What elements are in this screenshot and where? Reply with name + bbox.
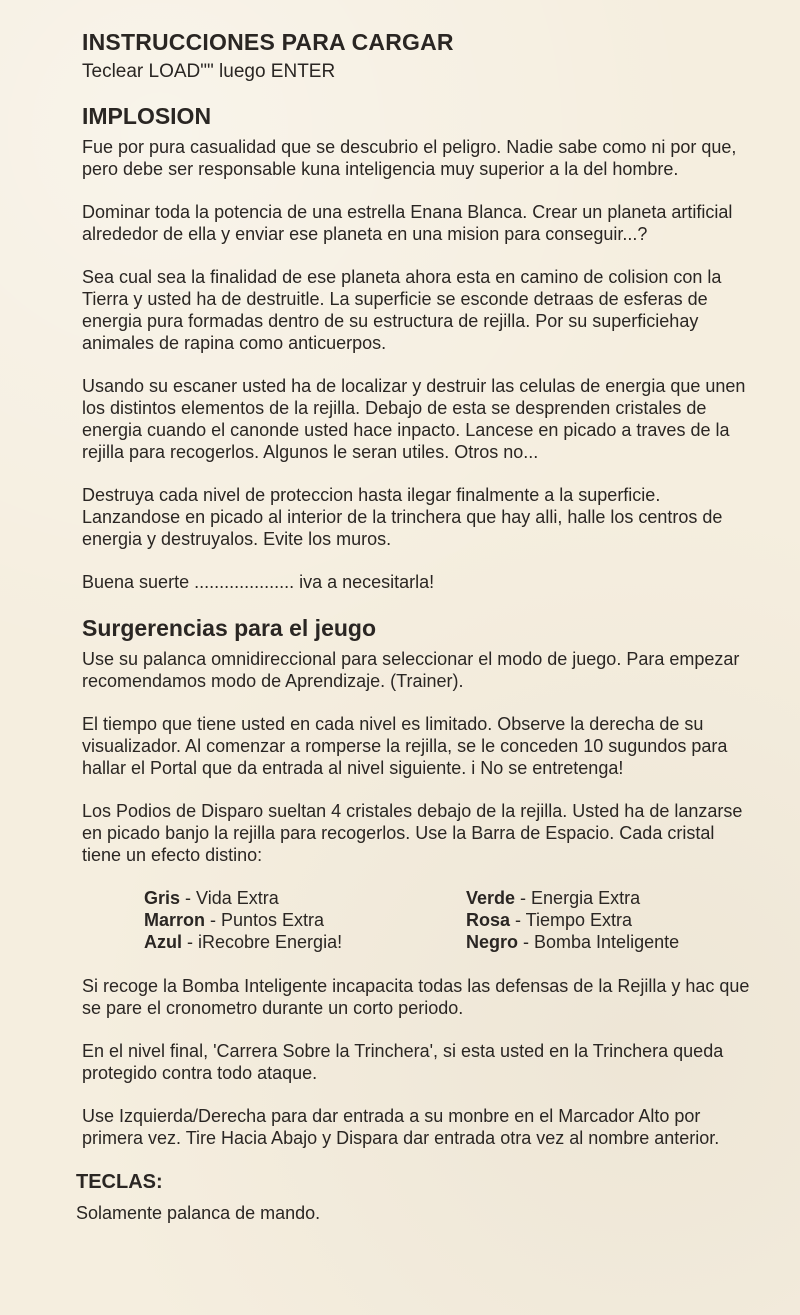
suggestions-paragraph-1: Use su palanca omnidireccional para seleccionar el modo de juego. Para empezar recomendamos modo de Aprendizaje. (Trainer). (82, 649, 740, 691)
crystal-name: Rosa (466, 910, 511, 930)
crystal-effect-verde (466, 887, 766, 909)
crystal-name: Azul (144, 932, 182, 952)
crystal-name: Gris (144, 888, 181, 908)
keys-title: TECLAS: (76, 1171, 163, 1193)
footer-spacer (82, 1224, 767, 1232)
loading-instructions-text: Teclear LOAD"" luego ENTER (82, 61, 336, 82)
keys-text: Solamente palanca de mando. (76, 1203, 321, 1223)
implosion-paragraph-3: Sea cual sea la finalidad de ese planeta ahora esta en camino de colision con la Tierra y usted ha de destruitle. La superficie se esconde detraas de esferas de energia pura formadas dentro de su estructura de rejilla. Por su superficiehay animales de rapina como anticuerpos. (82, 267, 722, 353)
crystal-name: Marron (144, 910, 206, 930)
implosion-paragraph-5: Destruya cada nivel de proteccion hasta ilegar finalmente a la superficie. Lanzandose en picado al interior de la trinchera que hay alli, halle los centros de energia y destruyalos. Evite los muros. (82, 485, 723, 549)
loading-instructions-title: INSTRUCCIONES PARA CARGAR (82, 29, 454, 55)
implosion-paragraph-6: Buena suerte .................... iva a necesitarla! (82, 572, 435, 592)
crystal-effect: - Bomba Inteligente (518, 932, 680, 952)
high-score-paragraph: Use Izquierda/Derecha para dar entrada a su monbre en el Marcador Alto por primera vez. Tire Hacia Abajo y Dispara dar entrada otra vez al nombre anterior. (82, 1106, 720, 1148)
suggestions-paragraph-3: Los Podios de Disparo sueltan 4 cristales debajo de la rejilla. Usted ha de lanzarse en picado banjo la rejilla para recogerlos. Use la Barra de Espacio. Cada cristal tiene un efecto distino: (82, 801, 743, 865)
suggestions-title: Surgerencias para el jeugo (82, 615, 377, 641)
crystal-effect: - Tiempo Extra (510, 910, 633, 930)
crystal-effects-list (144, 887, 767, 953)
crystal-effect-gris (144, 887, 466, 909)
implosion-paragraph-2: Dominar toda la potencia de una estrella Enana Blanca. Crear un planeta artificial alrededor de ella y enviar ese planeta en una mision para conseguir...? (82, 202, 733, 244)
implosion-title: IMPLOSION (82, 103, 212, 129)
document-content (76, 28, 767, 1232)
crystal-name: Negro (466, 932, 519, 952)
smart-bomb-paragraph: Si recoge la Bomba Inteligente incapacita todas las defensas de la Rejilla y hac que se pare el cronometro durante un corto periodo. (82, 976, 750, 1018)
crystal-effect-negro (466, 931, 766, 953)
crystal-effect-marron (144, 909, 466, 931)
crystal-name: Verde (466, 888, 516, 908)
trench-run-paragraph: En el nivel final, 'Carrera Sobre la Trinchera', si esta usted en la Trinchera queda protegido contra todo ataque. (82, 1041, 724, 1083)
implosion-paragraph-1: Fue por pura casualidad que se descubrio el peligro. Nadie sabe como ni por que, pero debe ser responsable kuna inteligencia muy superior a la del hombre. (82, 137, 737, 179)
crystal-effect: - Vida Extra (180, 888, 279, 908)
crystal-effect: - Puntos Extra (205, 910, 325, 930)
crystal-effect-azul (144, 931, 466, 953)
implosion-paragraph-4: Usando su escaner usted ha de localizar y destruir las celulas de energia que unen los distintos elementos de la rejilla. Debajo de esta se desprenden cristales de energia cuando el canonde usted hace inpacto. Lancese en picado a traves de la rejilla para recogerlos. Algunos le seran utiles. Otros no... (82, 376, 746, 462)
suggestions-paragraph-2: El tiempo que tiene usted en cada nivel es limitado. Observe la derecha de su visualizador. Al comenzar a romperse la rejilla, se le conceden 10 sugundos para hallar el Portal que da entrada al nivel siguiente. i No se entretenga! (82, 714, 728, 778)
crystal-effect: - iRecobre Energia! (182, 932, 343, 952)
crystal-effect-rosa (466, 909, 766, 931)
crystal-effect: - Energia Extra (515, 888, 641, 908)
